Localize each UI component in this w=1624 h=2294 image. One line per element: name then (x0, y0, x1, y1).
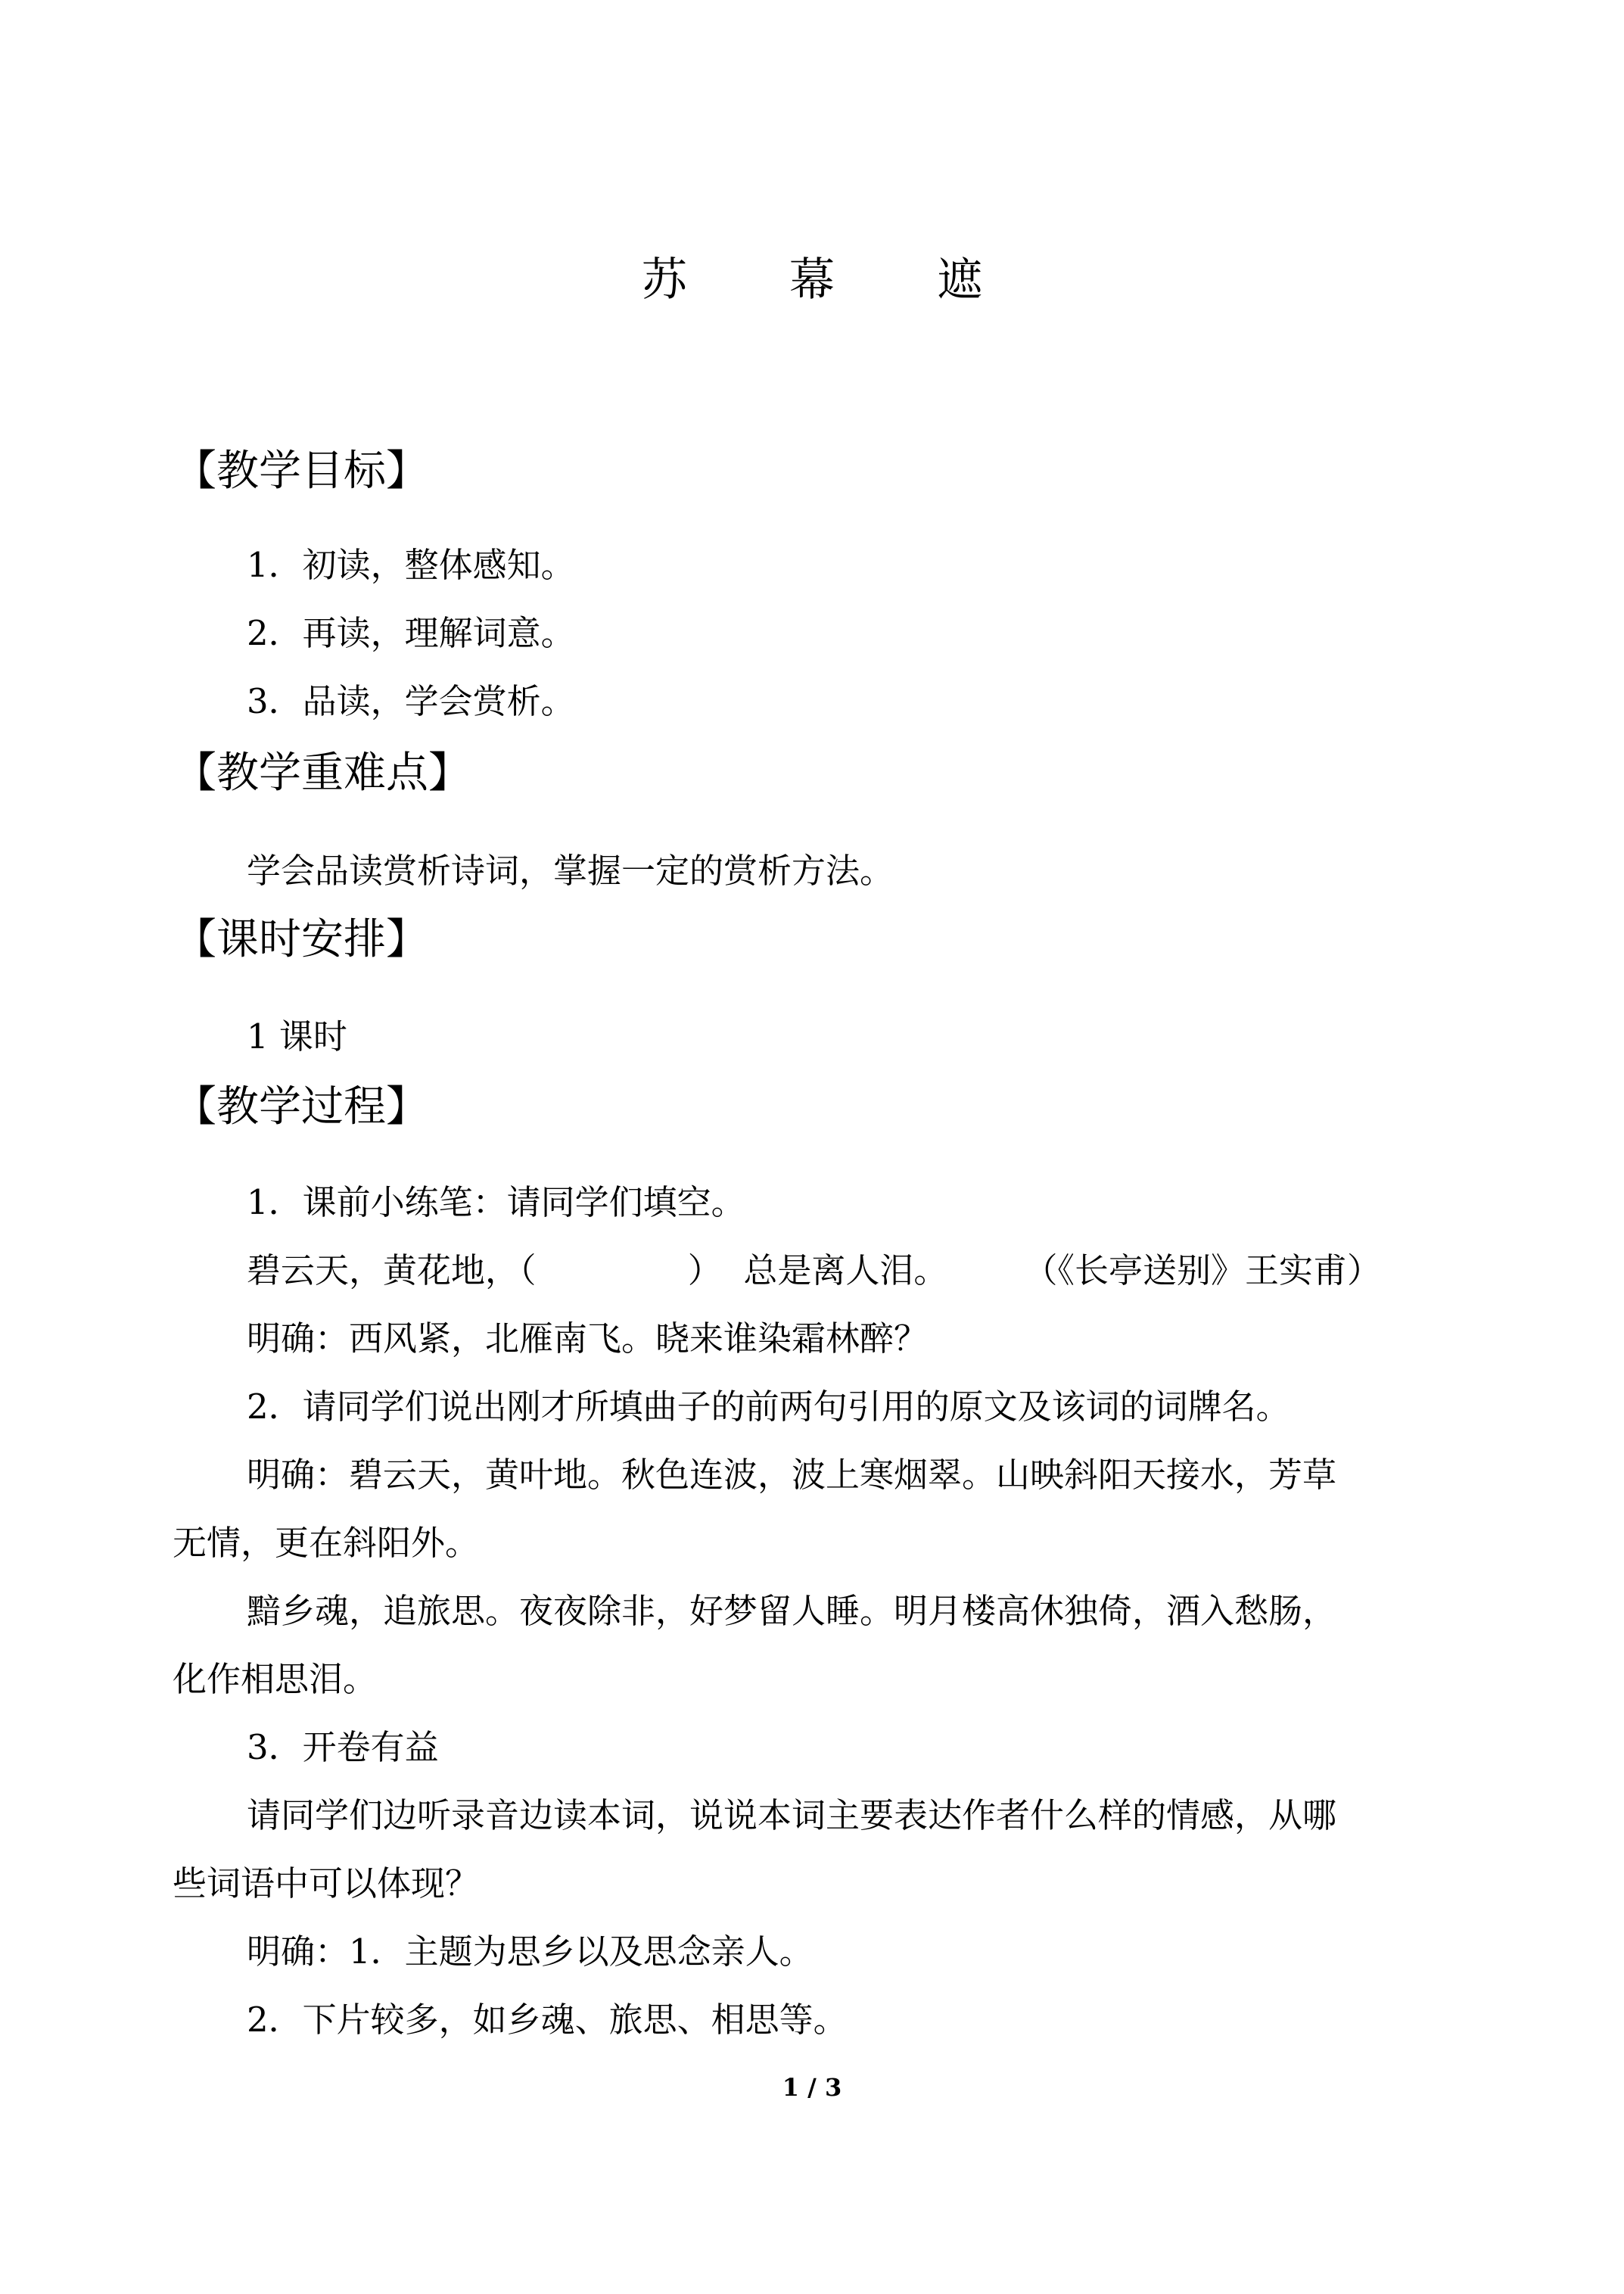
schedule-text: 1 课时 (247, 1016, 347, 1057)
goals-heading: 【教学目标】 (174, 447, 428, 496)
schedule-heading: 【课时安排】 (174, 915, 428, 964)
process-line-2: 碧云天，黄花地，（ ） 总是离人泪。 （《长亭送别》王实甫） (247, 1250, 1381, 1290)
process-line-10: 2．下片较多，如乡魂、旅思、相思等。 (247, 2000, 848, 2040)
goal-item-2: 2．再读，理解词意。 (247, 613, 575, 653)
process-line-4: 2．请同学们说出刚才所填曲子的前两句引用的原文及该词的词牌名。 (247, 1387, 1290, 1427)
process-line-6b: 化作相思泪。 (173, 1659, 378, 1699)
process-heading: 【教学过程】 (174, 1082, 428, 1131)
process-line-9: 明确：1．主题为思乡以及思念亲人。 (247, 1931, 814, 1972)
process-line-8a: 请同学们边听录音边读本词，说说本词主要表达作者什么样的情感，从哪 (247, 1795, 1337, 1835)
process-line-8b: 些词语中可以体现？ (173, 1863, 480, 1903)
key-points-text: 学会品读赏析诗词，掌握一定的赏析方法。 (247, 851, 894, 891)
goal-item-1: 1．初读，整体感知。 (247, 545, 575, 585)
process-line-3: 明确：西风紧，北雁南飞。晓来谁染霜林醉？ (247, 1318, 929, 1359)
process-line-1: 1．课前小练笔：请同学们填空。 (247, 1182, 745, 1222)
page-title: 苏 幕 遮 (641, 254, 1027, 307)
process-line-5b: 无情，更在斜阳外。 (173, 1523, 480, 1563)
process-line-5a: 明确：碧云天，黄叶地。秋色连波，波上寒烟翠。山映斜阳天接水，芳草 (247, 1455, 1337, 1495)
page-number: 1 / 3 (782, 2073, 842, 2102)
process-line-7: 3．开卷有益 (247, 1727, 439, 1767)
key-points-heading: 【教学重难点】 (174, 749, 471, 798)
goal-item-3: 3．品读，学会赏析。 (247, 681, 575, 721)
process-line-6a: 黯乡魂，追旅思。夜夜除非，好梦留人睡。明月楼高休独倚，酒入愁肠， (247, 1591, 1337, 1631)
